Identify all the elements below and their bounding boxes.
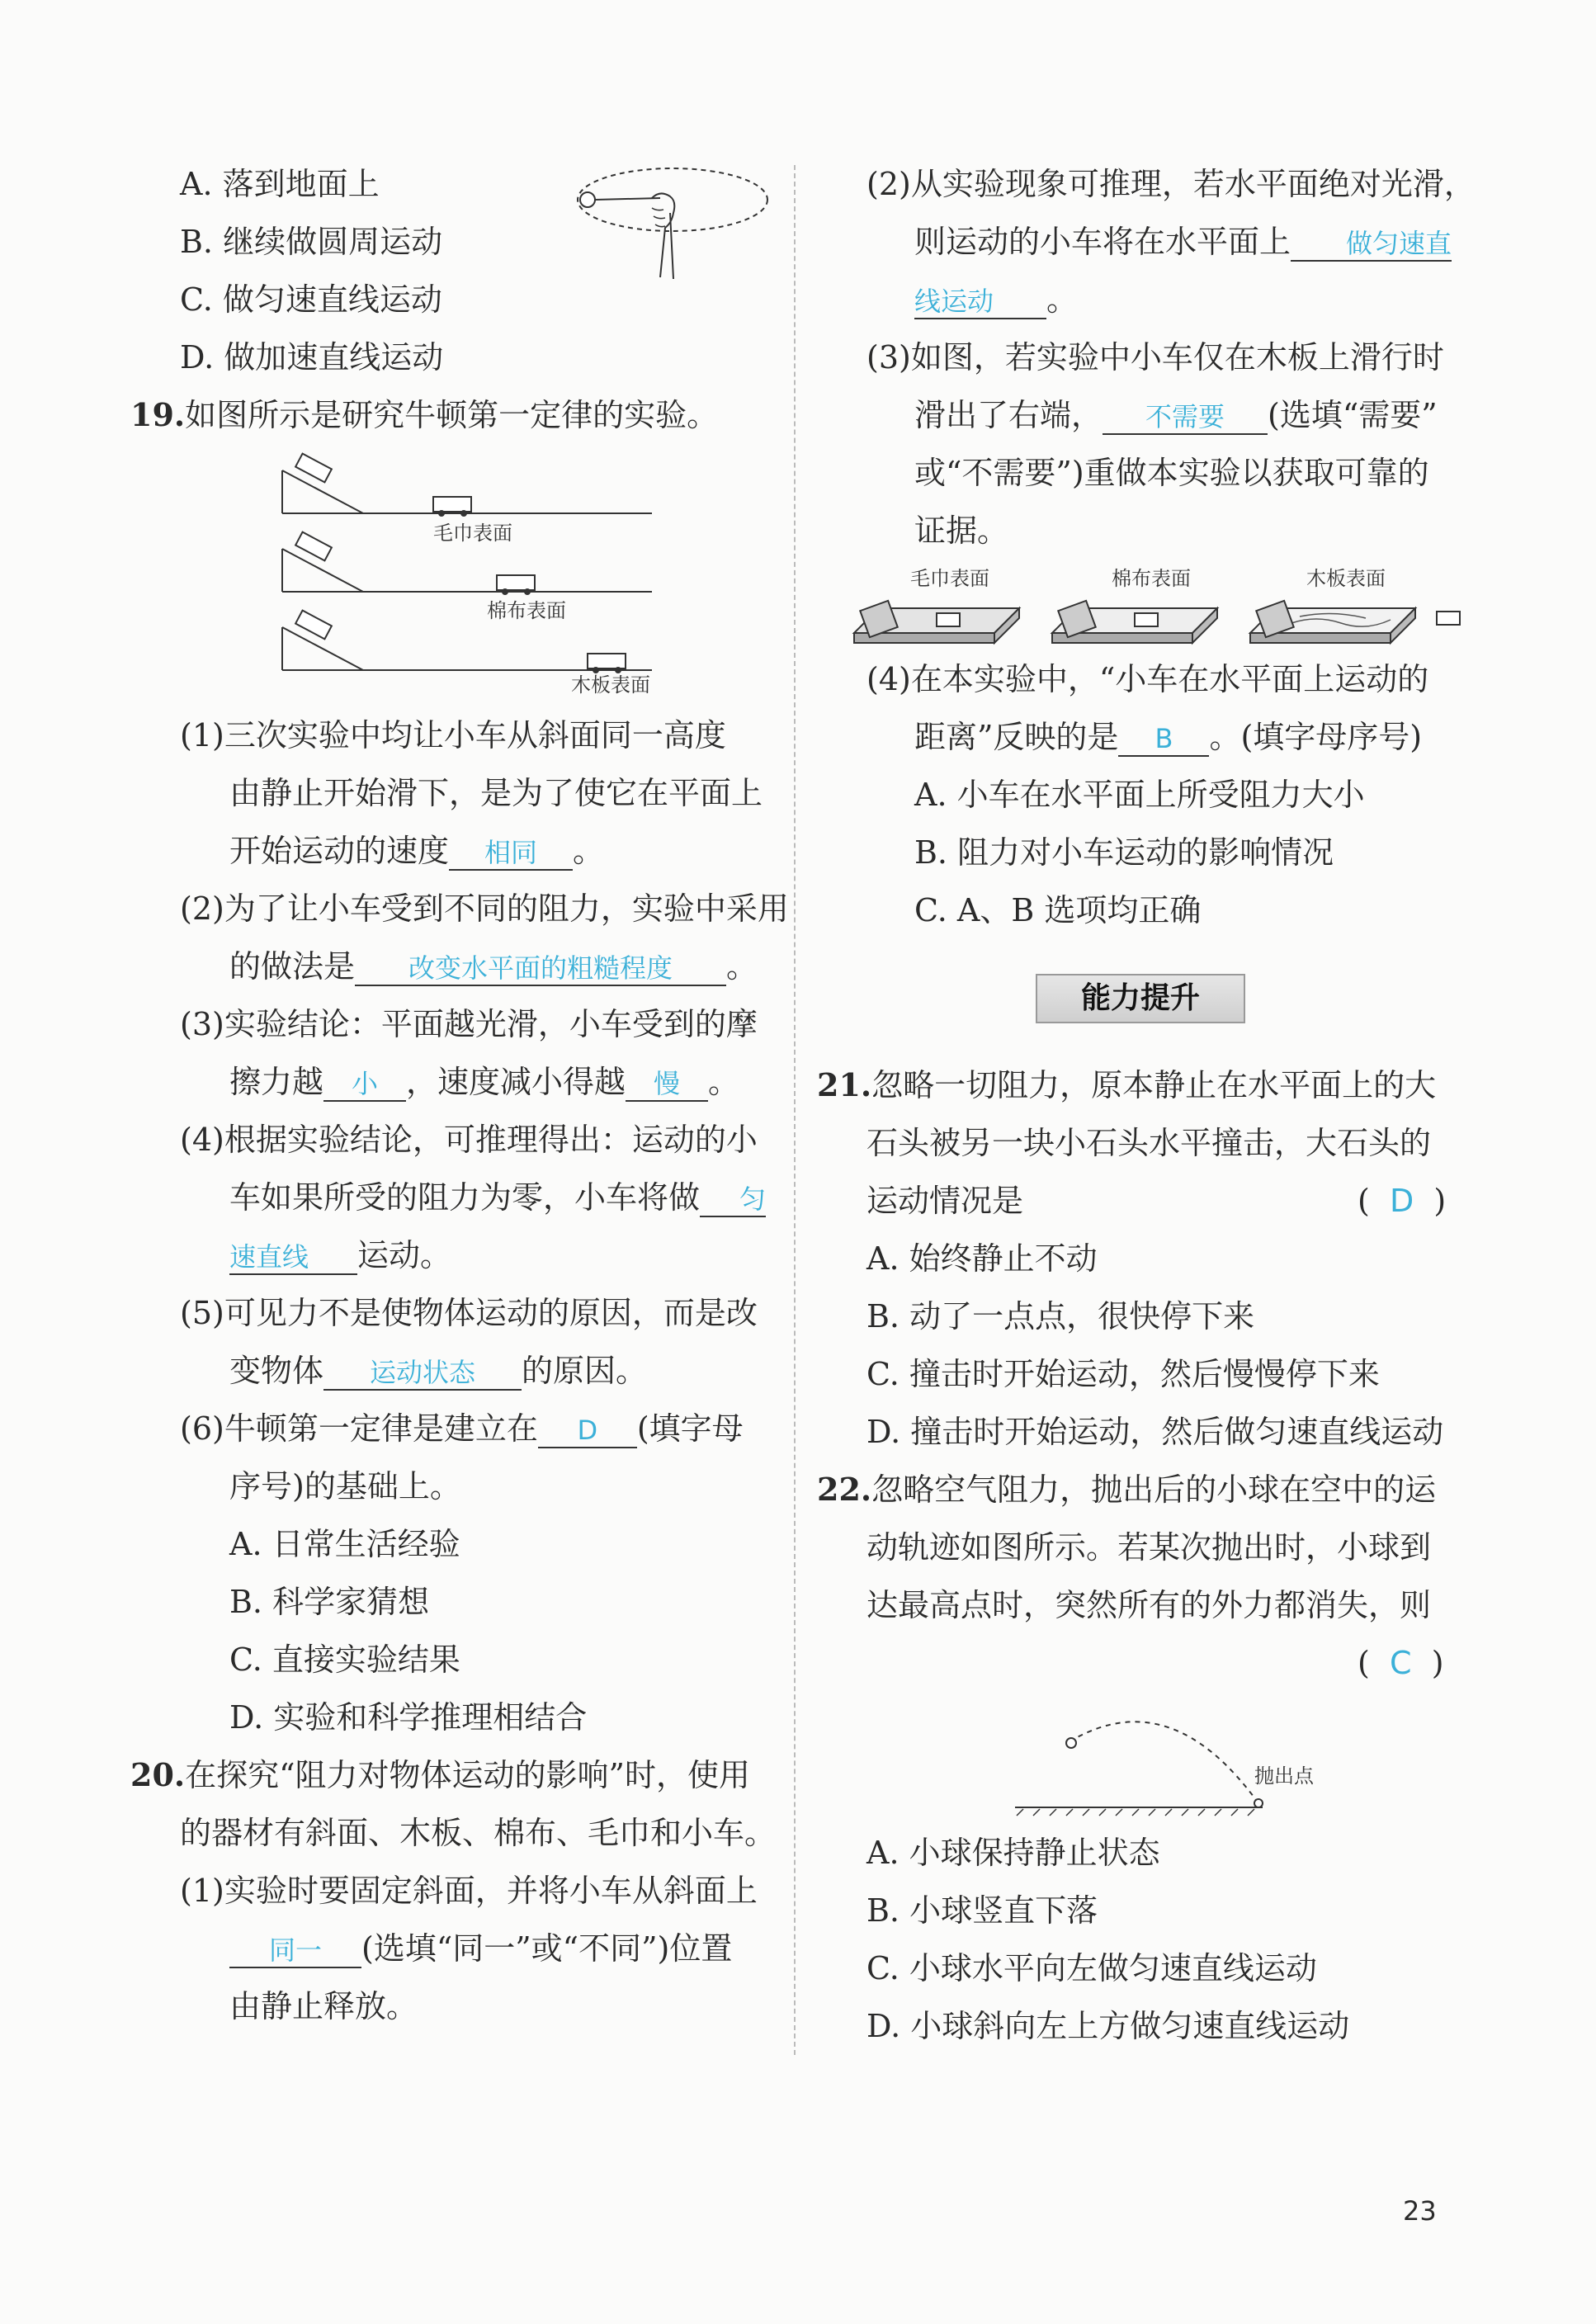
q19-p1-answer: 相同 (449, 836, 573, 871)
q19-p4-line3: 速直线 运动。 (229, 1237, 452, 1273)
q19-p5-answer: 运动状态 (323, 1356, 522, 1391)
q20-p3-answer: 不需要 (1103, 400, 1268, 435)
column-divider (794, 165, 796, 2055)
q20-label-wood: 木板表面 (1306, 567, 1386, 590)
q20-label-cotton: 棉布表面 (1112, 567, 1191, 590)
q20-p2-answer-part1: 做匀速直 (1291, 227, 1452, 262)
q19-p4-line1: (4)根据实验结论，可推理得出：运动的小 (180, 1122, 758, 1158)
q21-line3: 运动情况是 (866, 1183, 1024, 1219)
q22-throw-point-label: 抛出点 (1254, 1764, 1314, 1788)
q20-p1-line2: 同一 (选填“同一”或“不同”)位置 (229, 1930, 732, 1968)
q20-three-boards-figure (854, 565, 1473, 648)
q19-option-d: D. 实验和科学推理相结合 (229, 1699, 588, 1736)
q20-p4-line1: (4)在本实验中，“小车在水平面上运动的 (866, 661, 1429, 697)
q19-p5-line1: (5)可见力不是使物体运动的原因，而是改 (180, 1295, 758, 1331)
q21-line2: 石头被另一块小石头水平撞击，大石头的 (866, 1125, 1432, 1161)
q20-p4-answer: B (1118, 722, 1209, 757)
q20-label-towel: 毛巾表面 (910, 567, 989, 590)
q20-p3-line1: (3)如图，若实验中小车仅在木板上滑行时 (866, 339, 1444, 376)
q19-p6-line1: (6)牛顿第一定律是建立在 D (填字母 (180, 1410, 744, 1447)
q20-p1-answer: 同一 (229, 1934, 361, 1968)
q19-p4-line2: 车如果所受的阻力为零，小车将做 匀 (229, 1179, 767, 1216)
q21-line1: 21.忽略一切阻力，原本静止在水平面上的大 (817, 1066, 1437, 1103)
q18-option-c: C. 做匀速直线运动 (180, 281, 442, 318)
q20-stem-line2: 的器材有斜面、木板、棉布、毛巾和小车。 (180, 1815, 777, 1851)
q19-p6-line2: 序号)的基础上。 (229, 1468, 461, 1504)
q19-p3-line1: (3)实验结论：平面越光滑，小车受到的摩 (180, 1006, 758, 1042)
q22-answer-bracket: ( C ) (1358, 1645, 1444, 1681)
q19-p3-answer1: 小 (323, 1067, 406, 1102)
q22-option-c: C. 小球水平向左做匀速直线运动 (866, 1950, 1317, 1986)
q20-p4-line2: 距离”反映的是 B 。(填字母序号) (914, 719, 1423, 755)
q21-answer-bracket: ( D ) (1358, 1183, 1447, 1219)
q19-p1-line1: (1)三次实验中均让小车从斜面同一高度 (180, 717, 726, 753)
q22-answer: C (1389, 1645, 1412, 1681)
q19-p3-answer2: 慢 (626, 1067, 708, 1102)
q19-label-cotton: 棉布表面 (487, 599, 566, 622)
q19-p1-line2: 由静止开始滑下，是为了使它在平面上 (229, 775, 763, 811)
q19-p4-answer-part2: 速直线 (229, 1240, 357, 1275)
q22-line2: 动轨迹如图所示。若某次抛出时，小球到 (866, 1529, 1432, 1566)
q20-p2-line3: 线运动 。 (914, 281, 1079, 318)
page-number: 23 (1403, 2195, 1437, 2227)
q20-stem-line1: 20.在探究“阻力对物体运动的影响”时，使用 (130, 1756, 750, 1793)
q19-option-a: A. 日常生活经验 (229, 1526, 460, 1562)
q22-line1: 22.忽略空气阻力，抛出后的小球在空中的运 (817, 1471, 1437, 1508)
q21-option-d: D. 撞击时开始运动，然后做匀速直线运动 (866, 1414, 1444, 1450)
q21-option-c: C. 撞击时开始运动，然后慢慢停下来 (866, 1356, 1380, 1392)
q19-p2-answer: 改变水平面的粗糙程度 (355, 952, 726, 986)
q19-label-towel: 毛巾表面 (433, 522, 512, 545)
q22-line3: 达最高点时，突然所有的外力都消失，则 (866, 1587, 1432, 1623)
q19-p3-line2: 擦力越 小 ，速度减小得越 慢 。 (229, 1064, 740, 1100)
q20-p2-line1: (2)从实验现象可推理，若水平面绝对光滑， (866, 166, 1476, 202)
q19-option-c: C. 直接实验结果 (229, 1641, 460, 1678)
q20-option-a: A. 小车在水平面上所受阻力大小 (914, 777, 1365, 813)
q20-p1-line1: (1)实验时要固定斜面，并将小车从斜面上 (180, 1873, 758, 1909)
q19-p4-answer-part1: 匀 (700, 1183, 766, 1217)
q20-option-b: B. 阻力对小车运动的影响情况 (914, 834, 1334, 871)
q22-option-d: D. 小球斜向左上方做匀速直线运动 (866, 2008, 1350, 2044)
q19-label-wood: 木板表面 (571, 673, 650, 697)
q20-p2-answer-part2: 线运动 (914, 285, 1046, 319)
q22-option-a: A. 小球保持静止状态 (866, 1835, 1160, 1871)
q19-p1-line3: 开始运动的速度 相同 。 (229, 833, 605, 869)
q18-option-a: A. 落到地面上 (180, 166, 380, 202)
q19-p2-line1: (2)为了让小车受到不同的阻力，实验中采用 (180, 890, 789, 927)
q21-option-a: A. 始终静止不动 (866, 1240, 1098, 1277)
q20-p1-line3: 由静止释放。 (229, 1988, 418, 2024)
q18-option-d: D. 做加速直线运动 (180, 339, 444, 376)
q19-p2-line2: 的做法是 改变水平面的粗糙程度 。 (229, 948, 758, 985)
q18-hand-circle-figure (569, 165, 776, 314)
q22-option-b: B. 小球竖直下落 (866, 1892, 1098, 1929)
q19-p5-line2: 变物体 运动状态 的原因。 (229, 1353, 648, 1389)
q18-option-b: B. 继续做圆周运动 (180, 224, 443, 260)
q19-option-b: B. 科学家猜想 (229, 1584, 430, 1620)
q21-option-b: B. 动了一点点，很快停下来 (866, 1298, 1255, 1334)
q20-p3-line3: 或“不需要”)重做本实验以获取可靠的 (914, 455, 1429, 491)
q22-trajectory-figure (1007, 1700, 1353, 1816)
q20-p2-line2: 则运动的小车将在水平面上 做匀速直 (914, 224, 1452, 260)
q20-p3-line2: 滑出了右端， 不需要 (选填“需要” (914, 397, 1438, 433)
q21-answer: D (1389, 1183, 1414, 1219)
section-badge: 能力提升 (1036, 974, 1245, 1023)
q19-three-surfaces-figure (281, 454, 668, 697)
q19-p6-answer: D (538, 1414, 637, 1448)
q20-p3-line4: 证据。 (914, 513, 1009, 549)
q19-stem: 19.如图所示是研究牛顿第一定律的实验。 (130, 396, 719, 433)
q20-option-c: C. A、B 选项均正确 (914, 892, 1202, 928)
